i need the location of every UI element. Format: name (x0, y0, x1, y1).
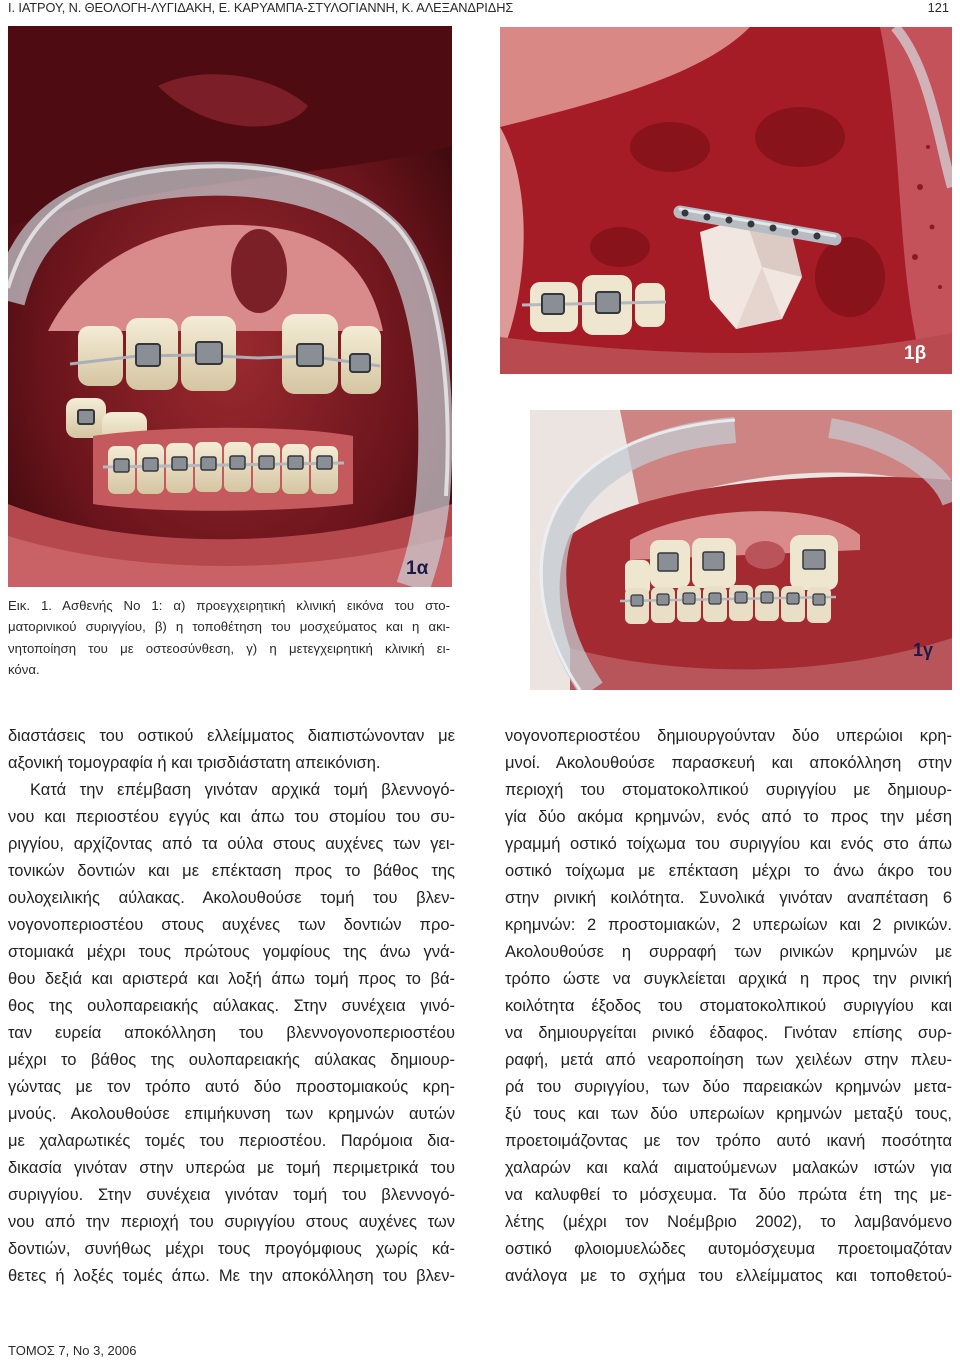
body-line: ανάλογα με το σχήμα του ελλείμματος και τοποθετού- (505, 1267, 952, 1285)
panel-label-1a: 1α (406, 558, 429, 579)
body-line: κοιλότητα έξοδος του στοματοκολπικού συριγγίου και (505, 997, 952, 1015)
panel-label-1c: 1γ (913, 640, 934, 660)
oronasal-fistula (231, 229, 287, 313)
body-line: νου από την περιοχή του συριγγίου στους αυχένες των (8, 1213, 455, 1231)
caption-line: κόνα. (8, 661, 40, 677)
caption-line: νητοποίηση του με οστεοσύνθεση, γ) η μετεγχειρητική κλινική ει- (8, 640, 450, 656)
body-line: ξύ τους και των δύο υπερωίων κρημνών μεταξύ τους, (505, 1105, 952, 1123)
body-line: μέχρι το βάθος της ουλοπαρειακής αύλακας δημιουρ- (8, 1051, 455, 1069)
body-line: Ακολουθούσε η συρραφή των ρινικών κρημνών με (505, 943, 952, 961)
body-line: λέτης (μέχρι τον Νοέμβριο 2002), το λαμβανόμενο (505, 1213, 952, 1231)
body-line: να δημιουργείται ρινικό έδαφος. Γινόταν επίσης συρ- (505, 1024, 952, 1042)
caption-line: ματορινικού συριγγίου, β) η τοποθέτηση του μοσχεύματος και η ακι- (8, 619, 450, 635)
running-head-authors: Ι. ΙΑΤΡΟΥ, Ν. ΘΕΟΛΟΓΗ-ΛΥΓΙΔΑΚΗ, Ε. ΚΑΡΥΑΜΠΑ-ΣΤΥΛΟΓΙΑΝΝΗ, Κ. ΑΛΕΞΑΝΔΡΙΔΗΣ (8, 0, 514, 15)
body-line: στομιακά μέχρι τους πρώτους γομφίους της άνω γνά- (8, 943, 455, 961)
photo-1c-illustration (530, 410, 952, 690)
figure-photo-1c (530, 410, 952, 690)
journal-issue-footer: ΤΟΜΟΣ 7, Νο 3, 2006 (8, 1343, 137, 1358)
body-line: προετοιμάζοντας με τον τρόπο αυτό ικανή ποσότητα (505, 1132, 952, 1150)
body-line: κρημνών: 2 προστομιακών, 2 υπερωίων και 2 ρινικών. (505, 916, 952, 934)
body-line: νου και περιοστέου εγγύς και άπω του στομίου του συ- (8, 808, 455, 826)
body-line: θου δεξιά και αριστερά και λοξή άπω τομή προς το βά- (8, 970, 455, 988)
body-line: τονικών δοντιών και με επέκταση προς το βάθος της (8, 862, 455, 880)
body-line: μνοί. Ακολουθούσε παρασκευή και αποκόλληση στην (505, 754, 952, 772)
figure-photo-1a (8, 26, 452, 587)
healed-fistula-site (745, 541, 785, 569)
body-line: δικασία γινόταν στην υπερώα με τομή περιμετρικά του (8, 1159, 455, 1177)
body-line: γώντας με τον τρόπο αυτό δύο προστομιακούς κρη- (8, 1078, 455, 1096)
body-line: Κατά την επέμβαση γινόταν αρχικά τομή βλεννογό- (30, 781, 455, 799)
body-line: τρόπο ώστε να συγκλείεται αρχικά η προς την ρινική (505, 970, 952, 988)
body-column-right (505, 723, 952, 1290)
body-line: συριγγίου. Στην συνέχεια γινόταν τομή του βλεννογό- (8, 1186, 455, 1204)
body-line: διαστάσεις του οστικού ελλείμματος διαπιστώνονταν με (8, 727, 455, 745)
body-line: μνούς. Ακολουθούσε επιμήκυνση των κρημνών αυτών (8, 1105, 455, 1123)
body-line: δοντιών, συνήθως μέχρι τους προγόμφιους χωρίς κά- (8, 1240, 455, 1258)
figure-caption (8, 595, 450, 680)
body-line: να καλυφθεί το μόσχευμα. Τα δύο πρώτα έτη της με- (505, 1186, 952, 1204)
body-line: γία δύο ακόμα κρημνών, ενός από το προς την μέση (505, 808, 952, 826)
caption-line: Εικ. 1. Ασθενής Νο 1: α) προεγχειρητική κλινική εικόνα του στο- (8, 598, 450, 613)
body-column-left (8, 723, 455, 1290)
body-line: περιοχή του στοματοκολπικού συριγγίου με δημιουρ- (505, 781, 952, 799)
body-line: οστικό φλοιομυελώδες αυτομόσχευμα προετοιμαζόταν (505, 1240, 952, 1258)
body-line: θος της ουλοπαρειακής αύλακας. Στην συνέχεια γινό- (8, 997, 455, 1015)
body-line: αξονική τομογραφία ή και τρισδιάστατη απεικόνιση. (8, 754, 381, 772)
body-line: με χαλαρωτικές τομές του περιοστέου. Παρόμοια δια- (8, 1132, 455, 1150)
body-line: οστικό τοίχωμα με επέκταση μέχρι το άνω άκρο του (505, 862, 952, 880)
body-line: χαλαρών και καλά αιματούμενων μαλακών ιστών για (505, 1159, 952, 1177)
photo-1b-illustration (500, 27, 952, 374)
body-line: ραφή, μετά από νεαροποίηση των χειλέων στην πλευ- (505, 1051, 952, 1069)
body-line: ταν ευρεία αποκόλληση του βλεννογονοπεριοστέου (8, 1024, 455, 1042)
photo-1a-illustration (8, 26, 452, 587)
page-number: 121 (927, 0, 949, 15)
body-line: νογονοπεριοστέου δημιουργούνταν δύο υπερώιοι κρη- (505, 727, 952, 745)
panel-label-1b: 1β (904, 343, 927, 364)
body-line: στην ρινική κοιλότητα. Συνολικά γινόταν αναπέταση 6 (505, 889, 952, 907)
body-line: ουλοχειλικής αύλακας. Ακολουθούσε τομή του βλεν- (8, 889, 455, 907)
body-line: νογονοπεριοστέου στους αυχένες των δοντιών προ- (8, 916, 455, 934)
body-line: γραμμή οστικό τοίχωμα του συριγγίου και ενός στο άπω (505, 835, 952, 853)
body-line: ριγγίου, αρχίζοντας από τα ούλα στους αυχένες των γει- (8, 835, 455, 853)
body-line: θετες ή λοξές τομές άπω. Με την αποκόλληση του βλεν- (8, 1267, 455, 1285)
figure-photo-1b (500, 27, 952, 374)
body-line: ρά του συριγγίου, των δύο παρειακών κρημνών μετα- (505, 1078, 952, 1096)
